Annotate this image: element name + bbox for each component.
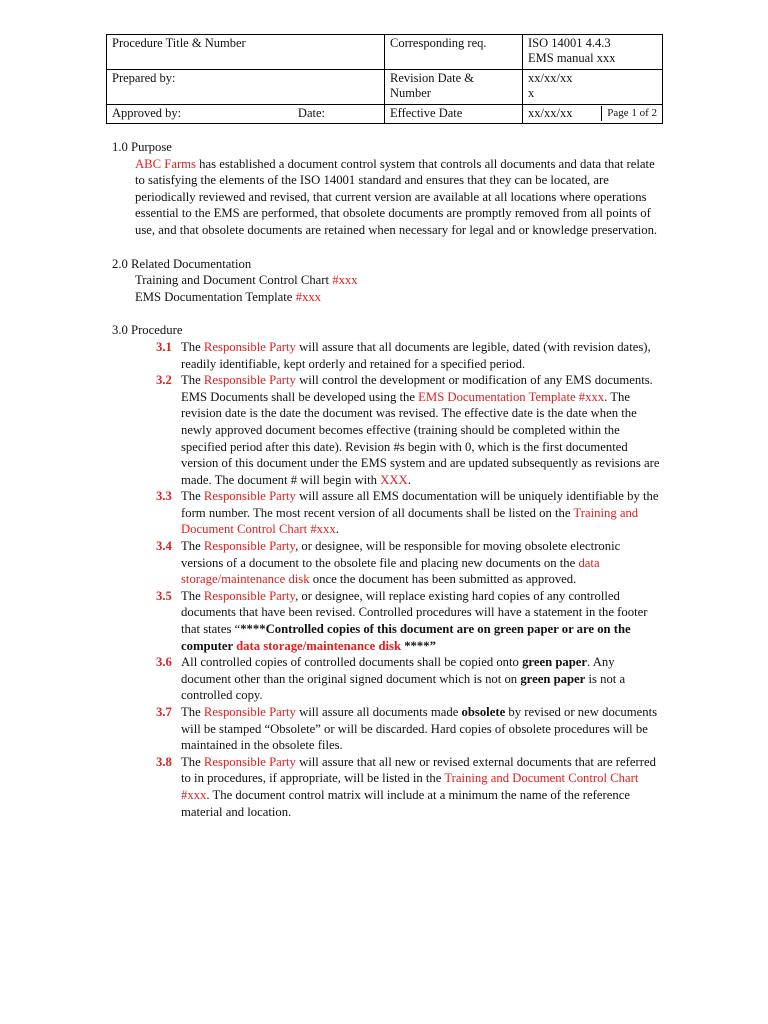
step-text-post: will assure that all documents are legible, dated (with revision dates), readily identifiable, kept orderly and retained for a specified period. [181, 339, 651, 371]
footer-statement-end: ****” [401, 638, 436, 653]
procedure-heading: 3.0 Procedure [112, 323, 183, 338]
step-text-end: . [407, 472, 411, 487]
green-paper-term: green paper [522, 655, 588, 670]
purpose-heading: 1.0 Purpose [112, 140, 172, 154]
effective-date-label: Effective Date [390, 106, 463, 120]
procedure-title-cell [107, 35, 385, 70]
approved-by-cell [107, 105, 385, 124]
disk-reference: data storage/maintenance disk [181, 555, 600, 587]
step-text [181, 754, 660, 820]
revision-label-cell [385, 70, 523, 105]
prepared-by-label: Prepared by: [112, 71, 176, 85]
procedure-step-3-5 [156, 588, 660, 654]
step-text-end: . The document control matrix will include at a minimum the name of the reference material and location. [181, 787, 630, 819]
effective-date-cell [385, 105, 523, 124]
step-number: 3.1 [156, 339, 172, 354]
revision-value-line2: x [528, 86, 535, 100]
step-number: 3.5 [156, 588, 172, 603]
step-text [181, 704, 660, 754]
responsible-party: Responsible Party [203, 339, 296, 354]
procedure-step-3-6 [156, 654, 660, 704]
step-text-pre: The [181, 754, 204, 769]
step-text-mid: , or designee, will replace existing hard copies of any controlled documents that have been revised. Controlled procedures will have a statement in the footer that states “ [181, 588, 648, 637]
step-text [181, 538, 660, 588]
step-text-mid: . Any document other than the original signed document which is not on [181, 655, 615, 686]
procedure-step-3-7 [156, 704, 660, 754]
step-text-pre: The [181, 588, 204, 603]
step-number: 3.3 [156, 489, 172, 504]
step-number: 3.4 [156, 539, 172, 554]
corresponding-req-label: Corresponding req. [390, 36, 487, 50]
revision-value-cell [523, 70, 663, 105]
procedure-step-3-4 [156, 538, 660, 588]
effective-value-cell [523, 105, 663, 124]
req-value-line1: ISO 14001 4.4.3 [528, 36, 611, 50]
step-text-pre: The [181, 373, 204, 388]
procedure-step-3-3 [156, 488, 660, 538]
step-text-pre: All controlled copies of controlled documents shall be copied onto [181, 655, 523, 670]
approved-by-label: Approved by: [112, 106, 182, 120]
template-reference: EMS Documentation Template #xxx [418, 389, 605, 404]
step-text-mid: will control the development or modification of any EMS documents. EMS Documents shall be developed using the [181, 373, 653, 404]
procedure-step-3-1 [156, 339, 660, 372]
req-value-line2: EMS manual xxx [528, 51, 616, 65]
related-item-1 [135, 272, 660, 289]
procedure-title-label: Procedure Title & Number [112, 36, 246, 50]
step-text [181, 654, 660, 704]
step-number: 3.2 [156, 373, 172, 388]
step-text [181, 339, 660, 372]
revision-label-line2: Number [390, 86, 431, 100]
step-text [181, 372, 660, 488]
step-text-end: . [335, 522, 339, 537]
effective-date-value: xx/xx/xx [528, 106, 573, 120]
step-text-mid: will assure all EMS documentation will be uniquely identifiable by the form number. The most recent version of all documents shall be listed on the [181, 489, 659, 520]
step-number: 3.6 [156, 655, 172, 670]
disk-reference: data storage/maintenance disk [236, 638, 402, 653]
responsible-party: Responsible Party [203, 754, 296, 769]
step-text-mid: will assure all documents made [295, 705, 462, 719]
related-item-2-text: EMS Documentation Template [135, 289, 296, 304]
org-name: ABC Farms [135, 156, 196, 171]
step-text-pre: The [181, 489, 204, 504]
step-text-mid: will assure that all new or revised external documents that are referred to in procedures, if appropriate, will be listed in the [181, 754, 656, 786]
step-number: 3.8 [156, 754, 172, 769]
purpose-paragraph [135, 156, 660, 239]
step-text [181, 488, 660, 538]
req-value-cell [523, 35, 663, 70]
step-text-end: once the document has been submitted as approved. [309, 572, 577, 587]
step-text [181, 588, 660, 654]
chart-reference: Training and Document Control Chart #xxx [181, 505, 639, 537]
related-heading: 2.0 Related Documentation [112, 256, 252, 271]
related-item-1-ref: #xxx [332, 273, 358, 288]
related-item-2 [135, 289, 660, 306]
doc-prefix: XXX [380, 472, 408, 487]
footer-statement: ****Controlled copies of this document are on green paper or are on the computer [181, 622, 631, 653]
step-text-mid: , or designee, will be responsible for moving obsolete electronic versions of a document to the obsolete file and placing new documents on the [181, 539, 621, 570]
step-number: 3.7 [156, 705, 172, 719]
responsible-party: Responsible Party [203, 539, 296, 554]
document-body [112, 139, 660, 820]
procedure-step-3-8 [156, 754, 660, 820]
step-text-pre: The [181, 705, 204, 719]
purpose-text: has established a document control system that controls all documents and data that relate to satisfying the elements of the ISO 14001 standard and ensures that they can be located, are periodically reviewed and revised, that current version are available at all locations where operations essential to the EMS are performed, that obsolete documents are promptly removed from all points of use, and that obsolete documents are retained when necessary for legal and or knowledge preservation. [135, 156, 658, 237]
revision-value-line1: xx/xx/xx [528, 71, 573, 85]
green-paper-term: green paper [520, 671, 586, 686]
date-label: Date: [297, 106, 325, 120]
step-text-pre: The [181, 339, 204, 354]
procedure-header-table [106, 34, 663, 124]
revision-label-line1: Revision Date & [390, 71, 475, 85]
responsible-party: Responsible Party [203, 588, 296, 603]
responsible-party: Responsible Party [203, 489, 296, 504]
procedure-step-3-2 [156, 372, 660, 488]
obsolete-term: obsolete [461, 705, 506, 719]
responsible-party: Responsible Party [203, 705, 296, 719]
step-text-mid: . The revision date is the date the document was revised. The effective date is the date when the newly approved document becomes effective (training should be completed within the specified period after this date). Revision #s begin with 0, which is the first documented version of this document under the EMS system and are updated subsequently as revisions are made. The document # will begin with [181, 389, 660, 487]
corresponding-req-cell [385, 35, 523, 70]
step-text-pre: The [181, 539, 204, 554]
responsible-party: Responsible Party [203, 373, 296, 388]
prepared-by-cell [107, 70, 385, 105]
related-item-2-ref: #xxx [295, 289, 321, 304]
related-item-1-text: Training and Document Control Chart [135, 273, 333, 288]
step-text-end: is not a controlled copy. [181, 671, 626, 703]
page-indicator: Page 1 of 2 [601, 106, 662, 121]
step-text-end: by revised or new documents will be stamped “Obsolete” or will be discarded. Hard copies of obsolete procedures will be maintained in the obsolete files. [181, 705, 658, 753]
chart-reference: Training and Document Control Chart #xxx [181, 771, 639, 802]
